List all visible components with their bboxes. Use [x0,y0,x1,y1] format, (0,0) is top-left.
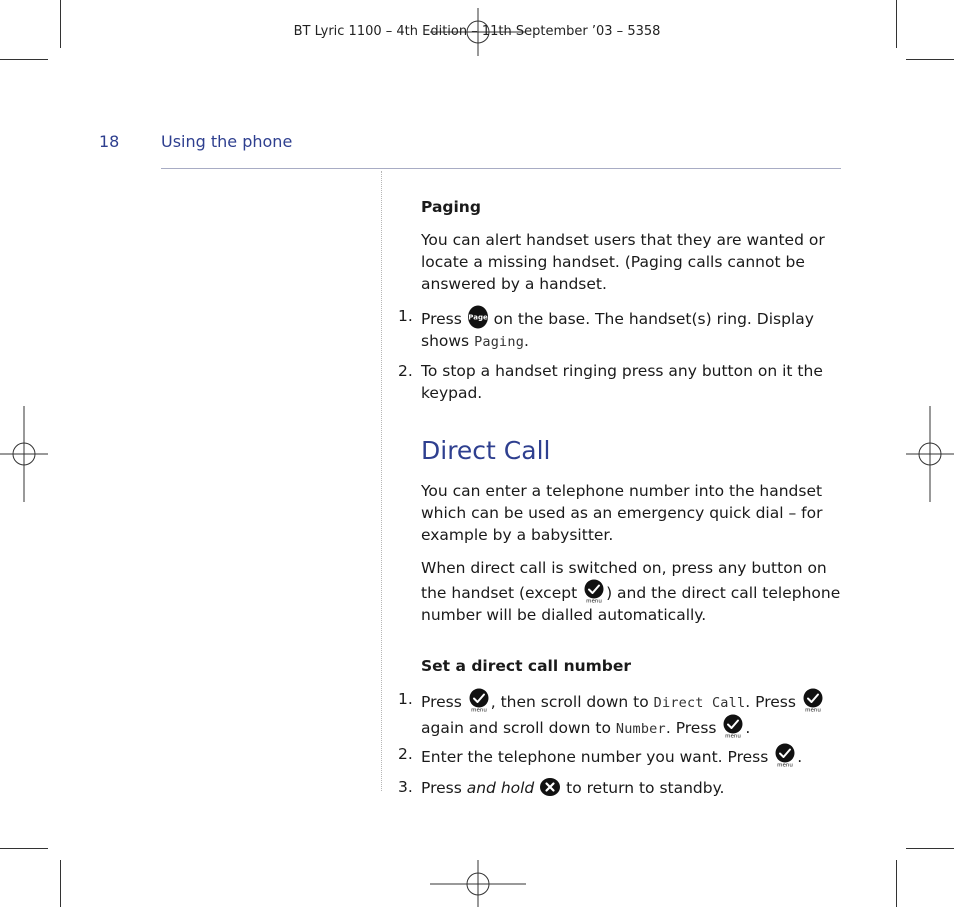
step-text: Press menu , then scroll down to Direct Call. Press menu again and scroll down to Number. Press menu . [421,688,836,740]
svg-text:menu: menu [586,598,602,603]
display-text: Direct Call [653,695,746,711]
crop-mark [60,860,61,907]
set-number-heading: Set a direct call number [421,657,632,675]
step-number: 2. [398,362,413,380]
direct-call-para-1: You can enter a telephone number into the handset which can be used as an emergency quick dial – for example by a babysitter. [421,482,823,544]
svg-text:menu: menu [805,707,821,712]
step-text: To stop a handset ringing press any button on it the keypad. [421,362,823,402]
step-text: Enter the telephone number you want. Press menu . [421,743,836,768]
page-number: 18 [99,132,120,151]
step-number: 1. [398,690,413,708]
crop-mark [906,59,954,60]
direct-call-para-2: When direct call is switched on, press any button on the handset (except menu ) and the direct call telephone number will be dialled automatically. [421,559,841,624]
registration-mark-icon [0,406,48,502]
step-number: 2. [398,745,413,763]
menu-ok-button-icon [467,688,491,712]
menu-ok-button-icon [773,743,797,767]
header-rule [161,168,841,169]
column-divider [381,171,382,791]
direct-call-heading: Direct Call [421,436,551,465]
section-title: Using the phone [161,132,293,151]
menu-ok-button-icon [721,714,745,738]
cancel-button-icon [539,776,561,798]
display-text: Number [615,721,666,737]
paging-heading: Paging [421,198,481,216]
crop-mark [896,860,897,907]
svg-text:menu: menu [470,707,487,712]
step-number: 1. [398,307,413,325]
svg-text:menu: menu [777,762,794,767]
page-button-label: Page [468,313,488,322]
paging-intro: You can alert handset users that they are wanted or locate a missing handset. (Paging calls cannot be answered by a handset. [421,231,825,293]
crop-mark [0,59,48,60]
page-button-icon [467,305,489,329]
print-edition-line: BT Lyric 1100 – 4th Edition – 11th September ’03 – 5358 [293,24,661,39]
emphasis-text: and hold [466,779,535,797]
step-text: Press Page on the base. The handset(s) ring. Display shows Paging. [421,305,836,353]
svg-text:menu: menu [725,733,742,738]
display-text: Paging [474,334,525,350]
menu-ok-button-icon [801,688,825,712]
crop-mark [906,848,954,849]
registration-mark-icon [906,406,954,502]
menu-ok-button-icon [582,579,606,603]
step-text: Press and hold to return to standby. [421,776,836,799]
registration-mark-icon [430,860,526,907]
crop-mark [0,848,48,849]
step-number: 3. [398,778,413,796]
